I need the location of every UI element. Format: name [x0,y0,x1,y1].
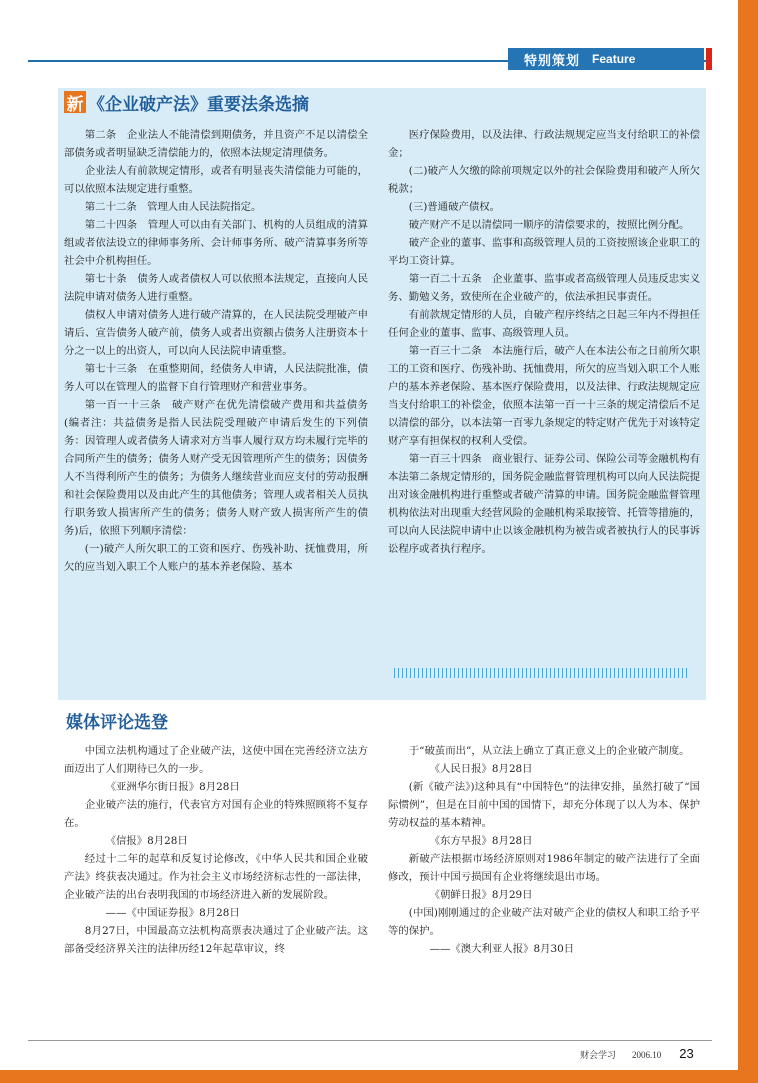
paragraph: 8月27日，中国最高立法机构高票表决通过了企业破产法。这部备受经济界关注的法律历经12年起草审议，终 [64,925,368,955]
footer-journal: 财会学习 [580,1051,617,1061]
header-cn-label: 特别策划 [524,53,581,69]
source-citation: ——《中国证券报》8月28日 [105,907,240,919]
source-citation: 《亚洲华尔街日报》8月28日 [105,781,240,793]
paragraph: 企业法人有前款规定情形，或者有明显丧失清偿能力可能的，可以依照本法规定进行重整。 [64,165,368,195]
source-citation: 《人民日报》8月28日 [429,763,533,775]
paragraph: (三)普通破产债权。 [408,201,501,213]
header-red-marker [706,48,712,70]
paragraph: 第七十条 债务人或者债权人可以依照本法规定，直接向人民法院申请对债务人进行重整。 [64,273,368,303]
paragraph: 第二条 企业法人不能清偿到期债务，并且资产不足以清偿全部债务或者明显缺乏清偿能力的，依照本法规定清理债务。 [64,129,368,159]
bottom-border-strip [0,1070,758,1083]
paragraph: 第一百一十三条 破产财产在优先清偿破产费用和共益债务(编者注：共益债务是指人民法院受理破产申请后发生的下列债务：因管理人或者债务人请求对方当事人履行双方均未履行完毕的合同所产生的债务；债务人财产受无因管理所产生的债务；因债务人不当得利所产生的债务；为债务人继续营业而应支付的劳动报酬和社会保险费用以及由此产生的其他债务；管理人或者相关人员执行职务致人损害所产生的债务；债务人财产致人损害所产生的债务)后，依照下列顺序清偿： [64,399,368,537]
paragraph: (一)破产人所欠职工的工资和医疗、伤残补助、抚恤费用，所欠的应当划入职工个人账户的基本养老保险、基本 [64,543,368,573]
paragraph: 于“破茧而出”，从立法上确立了真正意义上的企业破产制度。 [408,745,690,757]
source-citation: 《东方早报》8月28日 [429,835,533,847]
paragraph: 企业破产法的施行，代表官方对国有企业的特殊照顾将不复存在。 [64,799,368,829]
right-border-strip [738,0,758,1083]
paragraph: (新《破产法》)这种具有“中国特色”的法律安排，虽然打破了“国际惯例”，但是在目前中国的国情下，却充分体现了以人为本、保护劳动权益的基本精神。 [388,781,700,829]
paragraph: 新破产法根据市场经济原则对1986年制定的破产法进行了全面修改，预计中国亏损国有企业将继续退出市场。 [388,853,700,883]
footer-issue: 2006.10 [632,1050,662,1060]
title-first-char: 新 [64,91,86,113]
paragraph: 破产企业的董事、监事和高级管理人员的工资按照该企业职工的平均工资计算。 [388,237,700,267]
paragraph: 破产财产不足以清偿同一顺序的清偿要求的，按照比例分配。 [408,219,690,231]
paragraph: 第一百三十二条 本法施行后，破产人在本法公布之日前所欠职工的工资和医疗、伤残补助、抚恤费用，所欠的应当划入职工个人账户的基本养老保险、基本医疗保险费用，以及法律、行政法规规定应当支付给职工的补偿金，依照本法第一百一十三条的规定清偿后不足以清偿的部分，以本法第一百零九条规定的特定财产优先于对该特定财产享有担保权的权利人受偿。 [388,345,700,447]
media-left-column [64,742,368,958]
paragraph: 第七十三条 在重整期间，经债务人申请，人民法院批准，债务人可以在管理人的监督下自行管理财产和营业事务。 [64,363,368,393]
paragraph: 债权人申请对债务人进行破产清算的，在人民法院受理破产申请后、宣告债务人破产前，债务人或者出资额占债务人注册资本十分之一以上的出资人，可以向人民法院申请重整。 [64,309,368,357]
paragraph: 第一百二十五条 企业董事、监事或者高级管理人员违反忠实义务、勤勉义务，致使所在企业破产的，依法承担民事责任。 [388,273,700,303]
law-right-column [388,126,700,558]
paragraph: (中国)刚刚通过的企业破产法对破产企业的债权人和职工给予平等的保护。 [388,907,700,937]
paragraph: 第二十四条 管理人可以由有关部门、机构的人员组成的清算组或者依法设立的律师事务所、会计师事务所、破产清算事务所等社会中介机构担任。 [64,219,368,267]
law-left-column [64,126,368,576]
feature-header-tab [508,48,704,70]
footer-rule [28,1040,712,1041]
paragraph: 第二十二条 管理人由人民法院指定。 [84,201,262,213]
source-citation: ——《澳大利亚人报》8月30日 [429,943,575,955]
media-right-column [388,742,700,958]
law-excerpt-title [64,90,309,114]
header-en-label: Feature [592,52,636,66]
paragraph: 经过十二年的起草和反复讨论修改，《中华人民共和国企业破产法》终获表决通过。作为社会主义市场经济标志性的一部法律，企业破产法的出台表明我国的市场经济进入新的发展阶段。 [64,853,368,901]
title-rest: 《企业破产法》重要法条选摘 [88,94,309,115]
source-citation: 《信报》8月28日 [105,835,188,847]
paragraph: 第一百三十四条 商业银行、证券公司、保险公司等金融机构有本法第二条规定情形的，国务院金融监督管理机构可以向人民法院提出对该金融机构进行重整或者破产清算的申请。国务院金融监督管理机构依法对出现重大经营风险的金融机构采取接管、托管等措施的，可以向人民法院申请中止以该金融机构为被告或者被执行人的民事诉讼程序或者执行程序。 [388,453,700,555]
paragraph: (二)破产人欠缴的除前项规定以外的社会保险费用和破产人所欠税款； [388,165,700,195]
media-comment-title: 媒体评论选登 [66,713,168,733]
decorative-stripes [394,668,690,678]
page-number: 23 [679,1046,694,1061]
paragraph: 医疗保险费用，以及法律、行政法规规定应当支付给职工的补偿金； [388,129,700,159]
source-citation: 《朝鲜日报》8月29日 [429,889,533,901]
footer [580,1046,694,1061]
paragraph: 中国立法机构通过了企业破产法，这使中国在完善经济立法方面迈出了人们期待已久的一步。 [64,745,368,775]
paragraph: 有前款规定情形的人员，自破产程序终结之日起三年内不得担任任何企业的董事、监事、高级管理人员。 [388,309,700,339]
